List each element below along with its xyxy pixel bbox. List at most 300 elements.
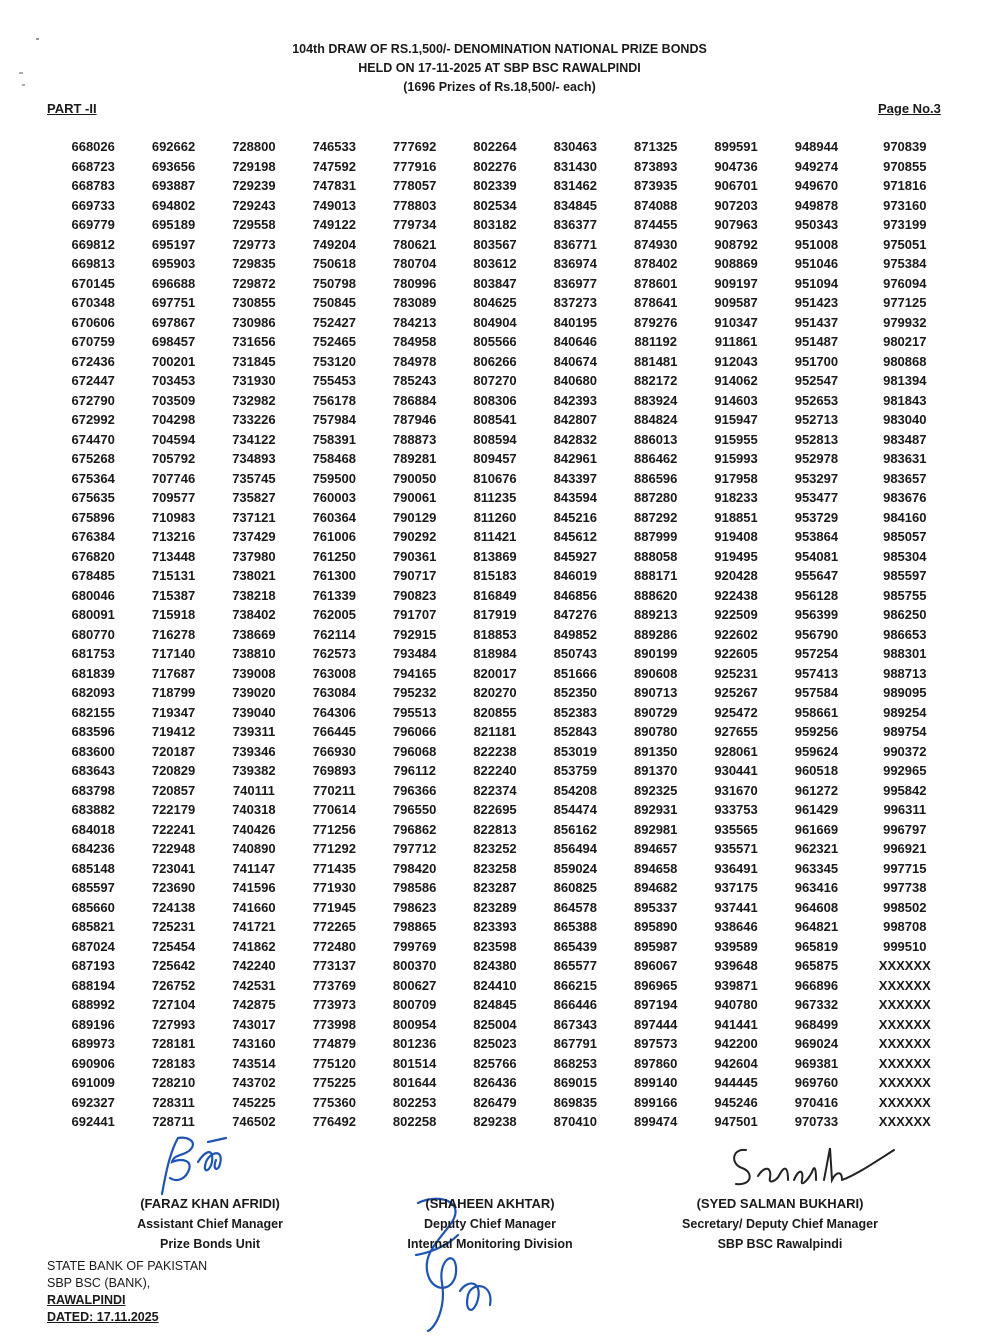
bond-number-cell: 899474: [634, 1114, 678, 1130]
bond-number-cell: 897444: [634, 1016, 678, 1032]
bond-number-cell: 953864: [794, 529, 839, 545]
bond-number-cell: 675896: [71, 509, 115, 525]
bond-number-cell: 739382: [232, 763, 276, 779]
bond-number-cell: 919408: [714, 529, 758, 545]
bond-number-cell: XXXXXX: [878, 1055, 931, 1071]
bond-number-cell: 979932: [883, 314, 927, 330]
bond-number-cell: 674470: [71, 431, 115, 447]
bond-number-cell: 811421: [473, 529, 517, 545]
table-row: [53, 449, 953, 469]
signatory-unit: Internal Monitoring Division: [407, 1237, 573, 1251]
bond-number-cell: 892931: [634, 802, 678, 818]
bond-number-cell: 808594: [473, 431, 517, 447]
bond-number-cell: 820270: [473, 685, 517, 701]
bond-number-cell: XXXXXX: [878, 1114, 931, 1130]
bond-number-cell: 746502: [232, 1114, 276, 1130]
bond-number-cell: 989254: [883, 704, 927, 720]
bond-number-cell: 988713: [883, 665, 927, 681]
table-row: [53, 1054, 953, 1074]
bond-number-cell: 731656: [232, 334, 276, 350]
bond-number-cell: 808306: [473, 392, 517, 408]
bond-number-cell: 798623: [392, 899, 437, 915]
bond-number-cell: 687193: [71, 958, 115, 974]
bond-number-cell: 741596: [232, 880, 276, 896]
bond-number-cell: 729198: [232, 158, 276, 174]
bond-number-cell: 741147: [232, 860, 276, 876]
bond-number-cell: 965819: [794, 938, 839, 954]
bond-number-cell: 790292: [392, 529, 437, 545]
table-row: [53, 956, 953, 976]
bond-number-cell: 749122: [312, 217, 356, 233]
bond-number-cell: 734122: [232, 431, 276, 447]
table-row: [53, 664, 953, 684]
bond-number-cell: 899166: [634, 1094, 678, 1110]
bond-number-cell: 878402: [634, 256, 678, 272]
bond-number-cell: 778803: [392, 197, 437, 213]
bond-number-cell: XXXXXX: [878, 1016, 931, 1032]
bond-number-cell: 785243: [392, 373, 437, 389]
table-row: [53, 157, 953, 177]
bond-number-cell: 962321: [794, 841, 839, 857]
bond-number-cell: 843594: [553, 490, 598, 506]
bond-number-cell: 794165: [392, 665, 437, 681]
bond-number-cell: 952813: [794, 431, 839, 447]
table-row: [53, 742, 953, 762]
bond-number-cell: 672992: [71, 412, 115, 428]
bond-number-cell: 909587: [714, 295, 758, 311]
bond-number-cell: 741660: [232, 899, 276, 915]
bond-number-cell: 766445: [312, 724, 356, 740]
bond-number-cell: 735827: [232, 490, 276, 506]
bond-number-cell: 790061: [392, 490, 437, 506]
table-row: [53, 196, 953, 216]
bond-number-cell: 796066: [392, 724, 437, 740]
bond-number-cell: 837273: [553, 295, 598, 311]
table-row: [53, 235, 953, 255]
bond-number-cell: 823258: [473, 860, 517, 876]
bond-number-cell: 948944: [794, 139, 839, 155]
bond-number-cell: 964608: [794, 899, 839, 915]
bond-number-cell: 976094: [883, 275, 927, 291]
bond-number-cell: 823393: [473, 919, 517, 935]
footer-branch: SBP BSC (BANK),: [47, 1276, 151, 1290]
bond-number-cell: 758391: [312, 431, 356, 447]
bond-number-cell: 709577: [151, 490, 196, 506]
bond-number-cell: 989754: [883, 724, 927, 740]
bond-number-cell: 803612: [473, 256, 517, 272]
bond-number-cell: 999510: [883, 938, 927, 954]
bond-number-cell: 735745: [232, 470, 276, 486]
bond-number-cell: 891350: [634, 743, 678, 759]
bond-number-cell: 949878: [794, 197, 839, 213]
bond-number-cell: 925231: [714, 665, 758, 681]
table-row: [53, 898, 953, 918]
bond-number-cell: 680770: [71, 626, 115, 642]
bond-number-cell: 811235: [473, 490, 517, 506]
bond-number-cell: 723690: [151, 880, 196, 896]
bond-number-cell: 784958: [392, 334, 437, 350]
bond-number-cell: 915955: [714, 431, 758, 447]
bond-number-cell: 951423: [794, 295, 839, 311]
bond-number-cell: 878601: [634, 275, 678, 291]
bond-number-cell: 777916: [392, 158, 437, 174]
bond-number-cell: 957584: [794, 685, 839, 701]
bond-number-cell: 719412: [151, 724, 196, 740]
bond-number-cell: 890713: [634, 685, 678, 701]
bond-number-cell: 992965: [883, 763, 927, 779]
bond-number-cell: 729558: [232, 217, 276, 233]
bond-number-cell: 983657: [883, 470, 927, 486]
bond-number-cell: 951008: [794, 236, 839, 252]
bond-number-cell: 802264: [473, 139, 517, 155]
bond-number-cell: 836377: [553, 217, 598, 233]
bond-number-cell: 753120: [312, 353, 356, 369]
bond-number-cell: 918851: [714, 509, 758, 525]
bond-number-cell: 738218: [232, 587, 276, 603]
bond-number-cell: 725642: [151, 958, 196, 974]
bond-number-cell: 670606: [71, 314, 115, 330]
bond-number-cell: 697867: [151, 314, 196, 330]
bond-number-cell: 726752: [151, 977, 196, 993]
bond-number-cell: 685148: [71, 860, 115, 876]
bond-number-cell: 802276: [473, 158, 517, 174]
bond-number-cell: 954081: [794, 548, 839, 564]
bond-number-cell: 984160: [883, 509, 927, 525]
bond-number-cell: 830463: [553, 139, 598, 155]
bond-number-cell: 822813: [473, 821, 517, 837]
table-row: [53, 566, 953, 586]
bond-number-cell: 715131: [151, 568, 196, 584]
bond-number-cell: 917958: [714, 470, 758, 486]
bond-number-cell: 797712: [392, 841, 437, 857]
bond-number-cell: 961669: [794, 821, 839, 837]
bond-number-cell: 822695: [473, 802, 517, 818]
bond-number-cell: 980868: [883, 353, 927, 369]
bond-number-cell: 777692: [392, 139, 437, 155]
bond-number-cell: 950343: [794, 217, 839, 233]
bond-number-cell: 981843: [883, 392, 927, 408]
table-row: [53, 1112, 953, 1132]
bond-number-cell: 935565: [714, 821, 758, 837]
bond-number-cell: 842961: [553, 451, 598, 467]
signatory-name: (FARAZ KHAN AFRIDI): [140, 1196, 280, 1211]
bond-number-cell: 882172: [634, 373, 678, 389]
bond-number-cell: 816849: [473, 587, 517, 603]
bond-number-cell: 912043: [714, 353, 758, 369]
bond-number-cell: 910347: [714, 314, 758, 330]
bond-number-cell: 899591: [714, 139, 758, 155]
bond-number-cell: 964821: [794, 919, 839, 935]
bond-number-cell: 965875: [794, 958, 839, 974]
bond-number-cell: 790823: [392, 587, 437, 603]
bond-number-cell: 969381: [794, 1055, 839, 1071]
bond-number-cell: 922602: [714, 626, 758, 642]
bond-number-cell: 939589: [714, 938, 758, 954]
bond-number-cell: 734893: [232, 451, 276, 467]
bond-number-cell: 836771: [553, 236, 598, 252]
bond-number-cell: 724138: [151, 899, 196, 915]
bond-number-cell: 821181: [473, 724, 517, 740]
bond-number-cell: 730855: [232, 295, 276, 311]
table-row: [53, 586, 953, 606]
bond-number-cell: 758468: [312, 451, 356, 467]
bond-number-cell: 689973: [71, 1036, 115, 1052]
bond-number-cell: 770614: [312, 802, 356, 818]
bond-number-cell: 774879: [312, 1036, 356, 1052]
bond-number-cell: 887292: [634, 509, 678, 525]
signature-syed-salman-bukhari: [728, 1140, 898, 1195]
bond-number-cell: 899140: [634, 1075, 678, 1091]
bond-number-cell: 718799: [151, 685, 196, 701]
bond-number-cell: 779734: [392, 217, 437, 233]
bond-number-cell: 989095: [883, 685, 927, 701]
bond-number-cell: 868253: [553, 1055, 598, 1071]
bond-number-cell: 973160: [883, 197, 927, 213]
bond-number-cell: 752465: [312, 334, 356, 350]
bond-number-cell: 749204: [312, 236, 356, 252]
bond-number-cell: 790361: [392, 548, 437, 564]
bond-number-cell: 722241: [151, 821, 196, 837]
bond-number-cell: 852843: [553, 724, 598, 740]
bond-number-cell: 800627: [392, 977, 437, 993]
bond-number-cell: 930441: [714, 763, 758, 779]
bond-number-cell: 824845: [473, 997, 517, 1013]
bond-number-cell: 967332: [794, 997, 839, 1013]
bond-number-cell: 845216: [553, 509, 598, 525]
bond-number-cell: 729243: [232, 197, 276, 213]
bond-number-cell: 809457: [473, 451, 517, 467]
bond-number-cell: 911861: [714, 334, 758, 350]
bond-number-cell: 846856: [553, 587, 598, 603]
bond-number-cell: 871325: [634, 139, 678, 155]
bond-number-cell: 763008: [312, 665, 356, 681]
bond-number-cell: 729773: [232, 236, 276, 252]
bond-number-cell: 739040: [232, 704, 276, 720]
bond-number-cell: 904736: [714, 158, 758, 174]
bond-number-cell: 958661: [794, 704, 839, 720]
bond-number-cell: 969760: [794, 1075, 839, 1091]
bond-number-cell: 865388: [553, 919, 598, 935]
bond-number-cell: 889213: [634, 607, 678, 623]
bond-number-cell: 887999: [634, 529, 678, 545]
bond-number-cell: 823287: [473, 880, 517, 896]
bond-number-cell: 793484: [392, 646, 437, 662]
bond-number-cell: 672436: [71, 353, 115, 369]
bond-number-cell: 693887: [151, 178, 196, 194]
bond-number-cell: 998502: [883, 899, 927, 915]
bond-number-cell: 852350: [553, 685, 598, 701]
bond-number-cell: 956790: [794, 626, 839, 642]
bond-number-cell: 894658: [634, 860, 678, 876]
bond-number-cell: 983487: [883, 431, 927, 447]
part-label: PART -II: [47, 101, 97, 116]
bond-number-cell: 879276: [634, 314, 678, 330]
bond-number-cell: 770211: [312, 782, 356, 798]
bond-number-cell: 803182: [473, 217, 517, 233]
bond-number-cell: 728210: [151, 1075, 196, 1091]
bond-number-cell: 975384: [883, 256, 927, 272]
bond-number-cell: 760364: [312, 509, 356, 525]
bond-number-cell: 831462: [553, 178, 598, 194]
bond-number-cell: 695189: [151, 217, 196, 233]
bond-number-cell: 951487: [794, 334, 839, 350]
bond-number-cell: 860825: [553, 880, 598, 896]
bond-number-cell: 733226: [232, 412, 276, 428]
bond-number-cell: 952713: [794, 412, 839, 428]
bond-number-cell: XXXXXX: [878, 1094, 931, 1110]
bond-number-cell: 771930: [312, 880, 356, 896]
signatory-name: (SHAHEEN AKHTAR): [425, 1196, 555, 1211]
bond-number-cell: 742875: [232, 997, 276, 1013]
table-row: [53, 391, 953, 411]
footer-bank-name: STATE BANK OF PAKISTAN: [47, 1259, 208, 1273]
bond-number-cell: 874455: [634, 217, 678, 233]
bond-number-cell: 818853: [473, 626, 517, 642]
table-row: [53, 839, 953, 859]
bond-number-cell: 840674: [553, 353, 598, 369]
bond-number-cell: 719347: [151, 704, 196, 720]
bond-number-cell: 808541: [473, 412, 517, 428]
bond-number-cell: 986250: [883, 607, 927, 623]
bond-number-cell: 683596: [71, 724, 115, 740]
bond-number-cell: 990372: [883, 743, 927, 759]
signatory-block-2: [370, 1194, 610, 1254]
bond-number-cell: 914603: [714, 392, 758, 408]
bond-number-cell: 729239: [232, 178, 276, 194]
bond-number-cell: 683798: [71, 782, 115, 798]
bond-number-cell: 771256: [312, 821, 356, 837]
bond-number-cell: 867791: [553, 1036, 598, 1052]
bond-number-cell: 805566: [473, 334, 517, 350]
bond-number-cell: 771945: [312, 899, 356, 915]
table-row: [53, 313, 953, 333]
bond-number-cell: 771435: [312, 860, 356, 876]
bond-number-cell: 997738: [883, 880, 927, 896]
bond-number-cell: 970416: [794, 1094, 839, 1110]
bond-number-cell: 672790: [71, 392, 115, 408]
bond-number-cell: 715918: [151, 607, 196, 623]
bond-number-cell: 938646: [714, 919, 758, 935]
bond-number-cell: 919495: [714, 548, 758, 564]
bond-number-cell: 931670: [714, 782, 758, 798]
bond-number-cell: 728183: [151, 1055, 196, 1071]
signatory-title: Secretary/ Deputy Chief Manager: [682, 1217, 878, 1231]
table-row: [53, 254, 953, 274]
bond-number-cell: 985057: [883, 529, 927, 545]
bond-number-cell: 886013: [634, 431, 678, 447]
bond-number-cell: 909197: [714, 275, 758, 291]
bond-number-cell: 906701: [714, 178, 758, 194]
bond-number-cell: 720857: [151, 782, 196, 798]
bond-number-cell: 738402: [232, 607, 276, 623]
bond-number-cell: 728181: [151, 1036, 196, 1052]
bond-number-cell: 834845: [553, 197, 598, 213]
bond-number-cell: 842393: [553, 392, 598, 408]
bond-number-cell: 746533: [312, 139, 356, 155]
bond-number-cell: 939871: [714, 977, 758, 993]
bond-number-cell: 874930: [634, 236, 678, 252]
bond-number-cell: 813869: [473, 548, 517, 564]
bond-number-cell: 713448: [151, 548, 196, 564]
bond-number-cell: 740111: [232, 782, 275, 798]
bond-number-cell: 928061: [714, 743, 758, 759]
bond-number-cell: 790050: [392, 470, 437, 486]
table-row: [53, 215, 953, 235]
bond-number-cell: 795513: [392, 704, 437, 720]
bond-number-cell: 845612: [553, 529, 598, 545]
bond-number-cell: 670759: [71, 334, 115, 350]
bond-number-cell: 739346: [232, 743, 276, 759]
bond-number-cell: 884824: [634, 412, 678, 428]
bond-number-cell: 936491: [714, 860, 758, 876]
bond-number-cell: 975051: [883, 236, 927, 252]
bond-number-cell: 773137: [312, 958, 356, 974]
bond-number-cell: 922605: [714, 646, 758, 662]
header-line-1: 104th DRAW OF RS.1,500/- DENOMINATION NATIONAL PRIZE BONDS: [292, 42, 707, 56]
bond-number-cell: 829238: [473, 1114, 517, 1130]
bond-number-cell: 689196: [71, 1016, 115, 1032]
bond-number-cell: 840646: [553, 334, 598, 350]
bond-number-cell: 703509: [151, 392, 196, 408]
bond-number-cell: 692441: [71, 1114, 115, 1130]
bond-number-cell: 729835: [232, 256, 276, 272]
bond-number-cell: 955647: [794, 568, 839, 584]
table-row: [53, 976, 953, 996]
bond-number-cell: 717140: [151, 646, 196, 662]
bond-number-cell: 945246: [714, 1094, 758, 1110]
bond-number-cell: 892981: [634, 821, 678, 837]
bond-number-cell: 915993: [714, 451, 758, 467]
bond-number-cell: 675268: [71, 451, 115, 467]
bond-number-cell: 890729: [634, 704, 678, 720]
bond-number-cell: 961429: [794, 802, 839, 818]
bond-number-cell: 883924: [634, 392, 678, 408]
table-row: [53, 1015, 953, 1035]
bond-number-cell: 710983: [151, 509, 196, 525]
bond-number-cell: 692662: [151, 139, 196, 155]
bond-number-cell: 737121: [232, 509, 276, 525]
bond-number-cell: 730986: [232, 314, 276, 330]
bond-number-cell: 669779: [71, 217, 115, 233]
table-row: [53, 995, 953, 1015]
table-row: [53, 917, 953, 937]
bond-number-cell: 892325: [634, 782, 678, 798]
bond-number-cell: 818984: [473, 646, 517, 662]
bond-number-cell: 759500: [312, 470, 356, 486]
bond-number-cell: 769893: [312, 763, 356, 779]
bond-number-cell: 688992: [71, 997, 115, 1013]
bond-number-cell: 691009: [71, 1075, 115, 1091]
bond-number-cell: 749013: [312, 197, 356, 213]
bond-number-cell: 704594: [151, 431, 196, 447]
bond-number-cell: 669733: [71, 197, 115, 213]
bond-number-cell: 890199: [634, 646, 678, 662]
bond-number-cell: 682093: [71, 685, 115, 701]
table-row: [53, 430, 953, 450]
bond-number-cell: 881192: [634, 334, 678, 350]
bond-number-cell: 953297: [794, 470, 839, 486]
bond-number-cell: 998708: [883, 919, 927, 935]
bond-number-cell: 804625: [473, 295, 517, 311]
bond-number-cell: 922509: [714, 607, 758, 623]
bond-number-cell: 743017: [232, 1016, 276, 1032]
bond-number-cell: 894682: [634, 880, 678, 896]
bond-number-cell: 961272: [794, 782, 839, 798]
bond-number-cell: 788873: [392, 431, 437, 447]
bond-number-cell: 971816: [883, 178, 927, 194]
bond-number-cell: 705792: [151, 451, 196, 467]
table-row: [53, 332, 953, 352]
